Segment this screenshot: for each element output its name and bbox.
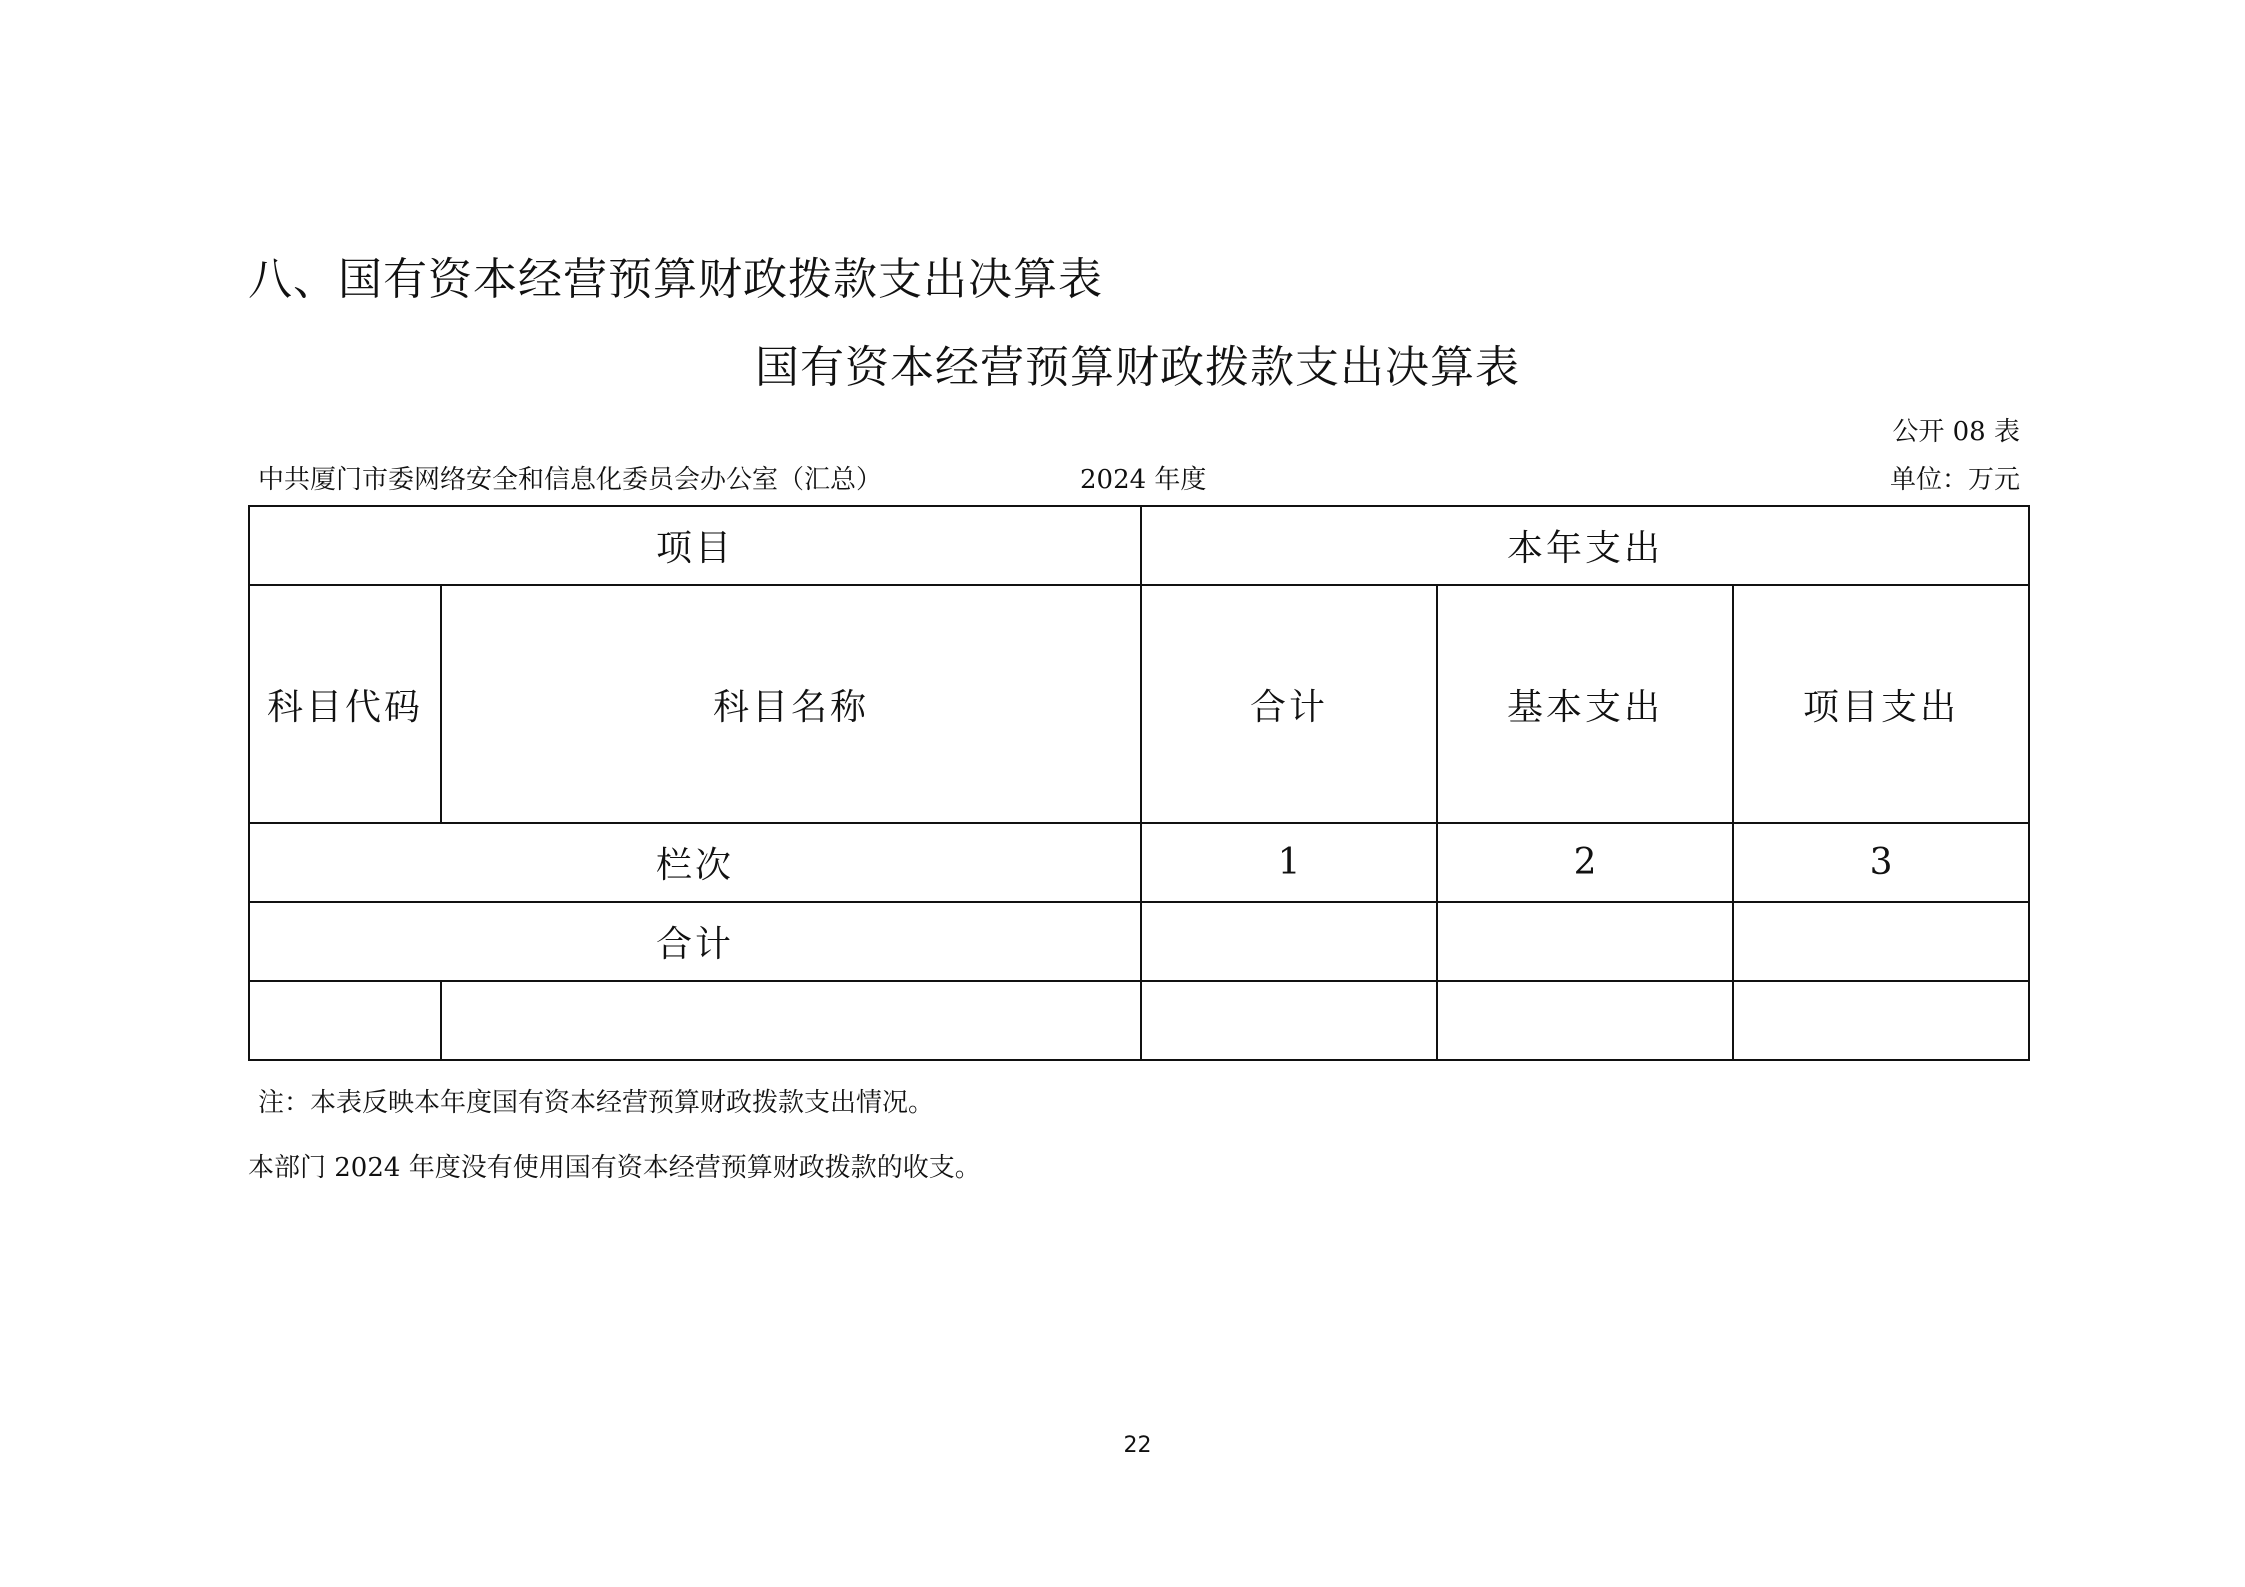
total-row-basic	[1437, 902, 1733, 981]
table-note: 注：本表反映本年度国有资本经营预算财政拨款支出情况。	[258, 1088, 935, 1118]
row-basic	[1437, 981, 1733, 1060]
total-row-project	[1733, 902, 2029, 981]
table-header-row	[249, 506, 2029, 585]
column-index-label: 栏次	[249, 823, 1141, 902]
row-project	[1733, 981, 2029, 1060]
table-title: 国有资本经营预算财政拨款支出决算表	[755, 342, 1520, 393]
form-number: 公开 08 表	[1892, 417, 2020, 447]
column-index-row	[249, 823, 2029, 902]
header-item: 项目	[249, 506, 1141, 585]
header-subject-code: 科目代码	[249, 585, 441, 823]
organization-name: 中共厦门市委网络安全和信息化委员会办公室（汇总）	[258, 465, 883, 495]
total-row-label: 合计	[249, 902, 1141, 981]
budget-table	[248, 505, 2030, 1061]
column-index-2: 2	[1437, 823, 1733, 902]
page-number: 22	[1123, 1433, 1152, 1458]
column-index-1: 1	[1141, 823, 1437, 902]
header-total: 合计	[1141, 585, 1437, 823]
fiscal-year: 2024 年度	[1080, 465, 1207, 495]
total-row-total	[1141, 902, 1437, 981]
department-statement: 本部门 2024 年度没有使用国有资本经营预算财政拨款的收支。	[248, 1153, 981, 1183]
table-subheader-row	[249, 585, 2029, 823]
header-subject-name: 科目名称	[441, 585, 1141, 823]
header-basic-expense: 基本支出	[1437, 585, 1733, 823]
table-row	[249, 981, 2029, 1060]
column-index-3: 3	[1733, 823, 2029, 902]
row-subject-name	[441, 981, 1141, 1060]
total-row	[249, 902, 2029, 981]
row-subject-code	[249, 981, 441, 1060]
unit-label: 单位：万元	[1889, 465, 2020, 495]
row-total	[1141, 981, 1437, 1060]
header-project-expense: 项目支出	[1733, 585, 2029, 823]
section-title: 八、国有资本经营预算财政拨款支出决算表	[248, 254, 1103, 305]
header-current-year-expense: 本年支出	[1141, 506, 2029, 585]
